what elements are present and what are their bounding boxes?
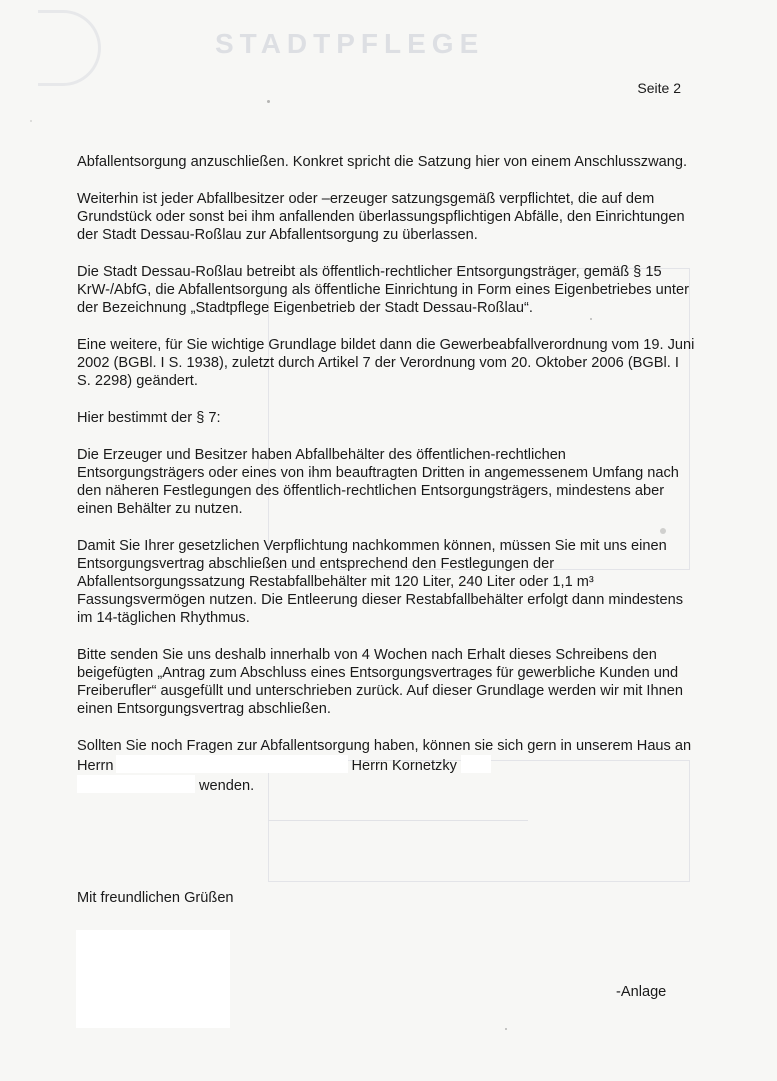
redacted-signature xyxy=(76,930,230,1028)
paragraph: Bitte senden Sie uns deshalb innerhalb von 4 Wochen nach Erhalt dieses Schreibens den beigefügten „Antrag zum Abschluss eines Entsorgungsvertrages für gewerbliche Kunden und Freiberufler“ ausgefüllt und unterschrieben zurück. Auf dieser Grundlage werden wir mit Ihnen einen Entsorgungsvertrag abschließen. xyxy=(77,647,683,717)
closing-salutation: Mit freundlichen Grüßen xyxy=(77,890,234,906)
paragraph: Eine weitere, für Sie wichtige Grundlage bildet dann die Gewerbeabfallverordnung vom 19. Juni 2002 (BGBl. I S. 1938), zuletzt durch Artikel 7 der Verordnung vom 20. Oktober 2006 (BGBl. I S. 2298) geändert. xyxy=(77,337,695,389)
letterhead-ghost: STADTPFLEGE xyxy=(215,28,485,59)
scan-speck xyxy=(30,120,32,122)
contact-text-end: wenden. xyxy=(199,778,255,794)
scan-speck xyxy=(505,1028,507,1030)
paragraph: Die Stadt Dessau-Roßlau betreibt als öffentlich-rechtlicher Entsorgungsträger, gemäß § 15 KrW-/AbfG, die Abfallentsorgung als öffentliche Einrichtung in Form eines Eigenbetriebes unter der Bezeichnung „Stadtpflege Eigenbetrieb der Stadt Dessau-Roßlau“. xyxy=(77,264,689,316)
contact-paragraph xyxy=(77,737,695,795)
paragraph: Abfallentsorgung anzuschließen. Konkret spricht die Satzung hier von einem Anschlusszwang. xyxy=(77,154,688,170)
paragraph: Weiterhin ist jeder Abfallbesitzer oder –erzeuger satzungsgemäß verpflichtet, die auf dem Grundstück oder sonst bei ihm anfallenden überlassungspflichtigen Abfälle, den Einrichtungen der Stadt Dessau-Roßlau zur Abfallentsorgung zu überlassen. xyxy=(77,191,685,243)
letterhead-logo-ghost xyxy=(38,10,101,86)
contact-text: Sollten Sie noch Fragen zur Abfallentsorgung haben, können sie sich gern in unserem Haus an Herrn xyxy=(77,738,692,774)
redacted-name xyxy=(461,755,491,773)
redacted-phone xyxy=(77,775,195,793)
redacted-name xyxy=(116,755,348,773)
letter-body xyxy=(77,153,695,814)
scan-speck xyxy=(267,100,270,103)
paragraph: Hier bestimmt der § 7: xyxy=(77,410,221,426)
paragraph: Die Erzeuger und Besitzer haben Abfallbehälter des öffentlichen-rechtlichen Entsorgungsträgers oder eines von ihm beauftragten Dritten in angemessenem Umfang nach den näheren Festlegungen des öffentlich-rechtlichen Entsorgungsträgers, mindestens aber einen Behälter zu nutzen. xyxy=(77,447,679,517)
show-through-line xyxy=(268,820,528,821)
enclosure-note: -Anlage xyxy=(616,984,667,1000)
paragraph: Damit Sie Ihrer gesetzlichen Verpflichtung nachkommen können, müssen Sie mit uns einen Entsorgungsvertrag abschließen und entsprechend den Festlegungen der Abfallentsorgungssatzung Restabfallbehälter mit 120 Liter, 240 Liter oder 1,1 m³ Fassungsvermögen nutzen. Die Entleerung dieser Restabfallbehälter erfolgt dann mindestens im 14-täglichen Rhythmus. xyxy=(77,538,683,626)
contact-name: Herrn Kornetzky xyxy=(351,758,457,774)
page-number: Seite 2 xyxy=(637,80,681,96)
